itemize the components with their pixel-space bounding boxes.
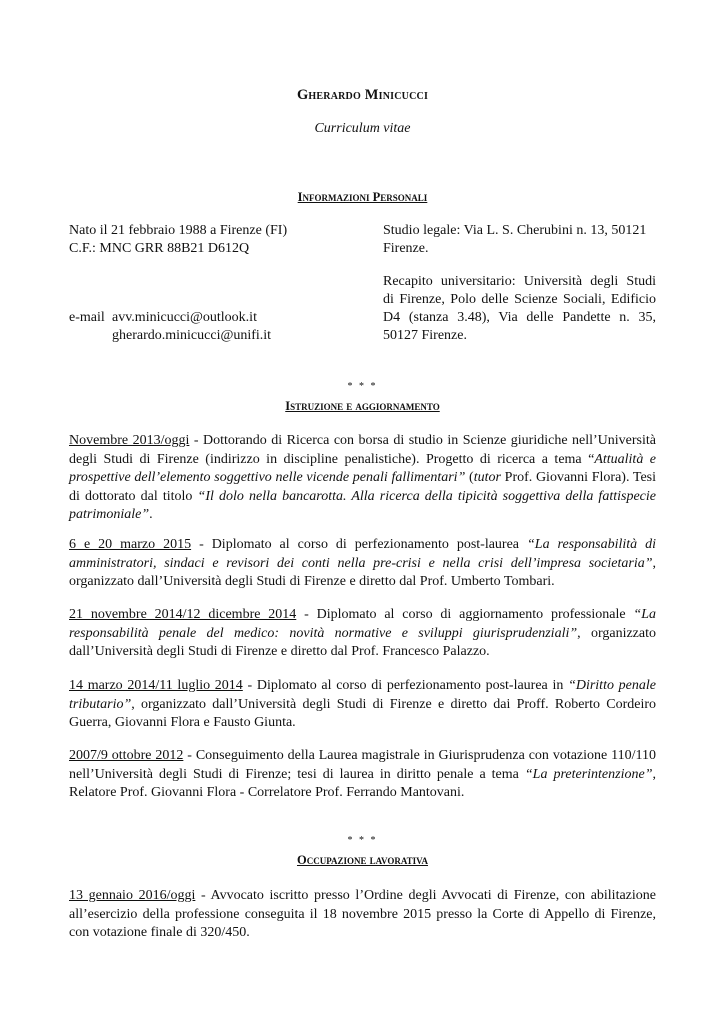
entry-italic: tutor — [473, 470, 501, 486]
fiscal-code: C.F.: MNC GRR 88B21 D612Q — [69, 241, 250, 256]
entry-text: - Conseguimento della Laurea magistrale in Giurisprudenza con votazione 110/110 nell’Università degli Studi di Firenze; tesi di laurea in diritto penale a tema — [69, 748, 656, 782]
education-entry — [69, 432, 656, 525]
education-entry — [69, 747, 656, 803]
email-block — [69, 309, 257, 327]
section-separator: * * * — [347, 835, 378, 846]
personal-left-column — [69, 222, 287, 258]
entry-text: - Diplomato al corso di perfezionamento post-laurea in — [242, 678, 569, 693]
section-separator: * * * — [347, 381, 378, 392]
entry-text: , organizzato dall’Università degli Studi di Firenze e diretto dai Proff. Roberto Cordeiro Guerra, Giovanni Flora e Fausto Giunta. — [69, 696, 656, 731]
entry-text: ( — [465, 470, 474, 486]
entry-date: 2007/9 ottobre 2012 — [69, 748, 184, 763]
entry-date: 21 novembre 2014/12 dicembre 2014 — [69, 607, 297, 622]
entry-text: - Diplomato al corso di aggiornamento professionale — [296, 607, 634, 622]
university-address-line: Recapito universitario: Università degli Studi — [383, 274, 656, 289]
entry-date: 13 gennaio 2016/oggi — [69, 888, 196, 903]
entry-text: , organizzato dall’Università degli Studi di Firenze e diretto dal Prof. Francesco Palazzo. — [69, 625, 656, 660]
entry-date: 14 marzo 2014/11 luglio 2014 — [69, 678, 243, 693]
entry-text: , organizzato dall’Università degli Studi di Firenze e diretto dal Prof. Umberto Tombari. — [69, 555, 656, 590]
entry-text: - Diplomato al corso di perfezionamento post-laurea — [191, 537, 527, 552]
studio-address — [383, 222, 656, 258]
entry-date: 6 e 20 marzo 2015 — [69, 537, 192, 552]
university-address-line: di Firenze, Polo delle Scienze Sociali, Edificio — [383, 292, 656, 307]
email-primary: avv.minicucci@outlook.it — [112, 310, 257, 325]
section-heading-personal: Informazioni Personali — [297, 190, 428, 204]
studio-address-line: Studio legale: Via L. S. Cherubini n. 13, 50121 — [383, 223, 647, 238]
entry-italic: “La responsabilità penale del medico: novità normative e sviluppi giurisprudenziali” — [69, 607, 656, 641]
email-secondary: gherardo.minicucci@unifi.it — [112, 328, 272, 343]
entry-text: . — [149, 507, 153, 523]
studio-address-line: Firenze. — [383, 241, 429, 256]
entry-text: , Relatore Prof. Giovanni Flora - Correlatore Prof. Ferrando Mantovani. — [69, 766, 656, 801]
entry-italic: “La preterintenzione” — [524, 766, 653, 782]
education-entry — [69, 536, 656, 592]
university-address-line: 50127 Firenze. — [383, 328, 467, 343]
entry-italic: “La responsabilità di amministratori, sindaci e revisori dei conti nella pre-crisi e nella crisi dell’impresa societaria” — [69, 537, 657, 571]
birth-info: Nato il 21 febbraio 1988 a Firenze (FI) — [69, 223, 288, 238]
entry-italic: “Il dolo nella bancarotta. Alla ricerca della tipicità soggettiva della fattispecie patrimoniale” — [69, 488, 656, 523]
education-entry — [69, 606, 656, 662]
author-name: Gherardo Minicucci — [296, 87, 429, 103]
email-label: e-mail — [69, 310, 105, 325]
section-heading-education: Istruzione e aggiornamento — [285, 399, 440, 413]
entry-text: - Avvocato iscritto presso l’Ordine degli Avvocati di Firenze, con abilitazione all’esercizio della professione conseguita il 18 novembre 2015 presso la Corte di Appello di Firenze, con votazione finale di 320/450. — [69, 888, 656, 941]
entry-text: - Dottorando di Ricerca con borsa di studio in Scienze giuridiche nell’Università degli Studi di Firenze (indirizzo in discipline penalistiche). Progetto di ricerca a tema “ — [69, 433, 656, 467]
university-address — [383, 273, 656, 345]
entry-date: Novembre 2013/oggi — [69, 433, 190, 448]
entry-italic: “Diritto penale tributario” — [69, 678, 656, 712]
document-subtitle: Curriculum vitae — [314, 121, 411, 136]
entry-text: Prof. Giovanni Flora). Tesi di dottorato dal titolo — [69, 470, 657, 504]
education-entry — [69, 677, 656, 733]
section-heading-occupation: Occupazione lavorativa — [296, 853, 429, 867]
university-address-line: D4 (stanza 3.48), Via delle Pandette n. 35, — [383, 310, 656, 325]
entry-italic: Attualità e prospettive dell’elemento soggettivo nelle vicende penali fallimentari” — [69, 451, 656, 486]
occupation-entry — [69, 887, 656, 943]
